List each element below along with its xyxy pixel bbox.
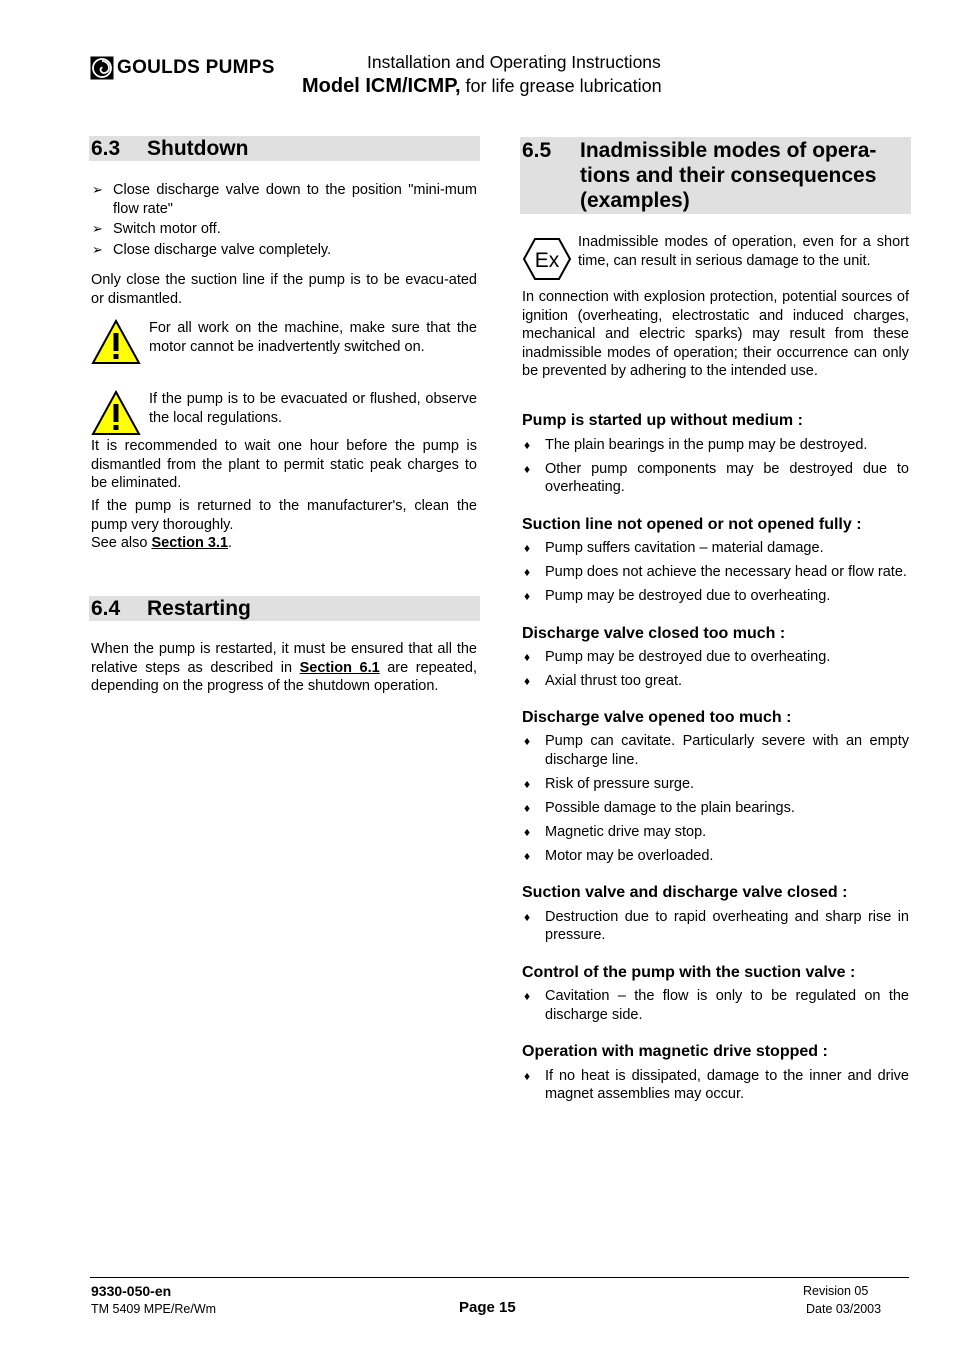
consequence-heading: Suction valve and discharge valve closed : [522, 884, 848, 901]
list-item: ♦ Destruction due to rapid overheating and sharp rise in pressure. [524, 908, 909, 943]
consequence-group [522, 412, 909, 497]
consequence-items [522, 732, 909, 865]
company-logo [90, 56, 275, 80]
document-number: 9330-050-en [91, 1283, 172, 1299]
arrow-bullet-icon: ➢ [92, 221, 103, 236]
diamond-bullet-icon: ♦ [524, 589, 531, 603]
footer-rule [90, 1277, 909, 1278]
diamond-bullet-icon: ♦ [524, 989, 531, 1003]
consequence-items [522, 908, 909, 945]
diamond-bullet-icon: ♦ [524, 650, 531, 664]
warning-notice [91, 319, 477, 369]
diamond-bullet-icon: ♦ [524, 437, 531, 452]
list-item: ♦ Motor may be overloaded. [524, 847, 714, 864]
list-item: ➢ Close discharge valve down to the position "mini-mum flow rate" [92, 182, 477, 217]
shutdown-steps [91, 181, 477, 261]
model-suffix: for life grease lubrication [460, 76, 662, 96]
consequence-heading: Discharge valve opened too much : [522, 708, 792, 726]
diamond-bullet-icon: ♦ [524, 824, 531, 839]
diamond-bullet-icon: ♦ [524, 909, 531, 924]
warning-text: For all work on the machine, make sure that the motor cannot be inadvertently switched on. [149, 320, 477, 355]
section-number: 6.5 [522, 139, 552, 162]
consequence-items [522, 987, 909, 1024]
list-item: ♦ Possible damage to the plain bearings. [524, 799, 795, 816]
list-item: ♦ Pump can cavitate. Particularly severe with an empty discharge line. [524, 733, 909, 768]
list-item: ♦ Pump suffers cavitation – material damage. [524, 540, 824, 556]
section-3-1-link[interactable]: Section 3.1 [151, 535, 229, 551]
arrow-bullet-icon: ➢ [92, 182, 103, 197]
consequence-group [522, 625, 909, 691]
section-title: Inadmissible modes of opera-tions and their consequences (examples) [580, 139, 877, 212]
consequence-list [522, 412, 909, 1104]
tm-reference: TM 5409 MPE/Re/Wm [91, 1302, 217, 1316]
consequence-items [522, 436, 909, 497]
list-item: ♦ Cavitation – the flow is only to be regulated on the discharge side. [524, 988, 909, 1023]
consequence-items [522, 539, 909, 606]
consequence-group [522, 964, 909, 1025]
model-name: Model ICM/ICMP, [302, 75, 461, 97]
consequence-group [522, 1043, 909, 1104]
consequence-group [522, 884, 909, 945]
diamond-bullet-icon: ♦ [524, 734, 531, 748]
paragraph: In connection with explosion protection, potential sources of ignition (overheating, electrostatic and induced charges, mechanical and electric sparks) may result from these inadmissible modes of operation; their occurrence can only be prevented by adhering to the intended use. [522, 289, 909, 379]
see-also: See also Section 3.1. [91, 535, 233, 551]
header-title: Installation and Operating Instructions [367, 52, 661, 72]
list-item: ♦ Other pump components may be destroyed due to overheating. [524, 460, 909, 495]
warning-notice [91, 390, 477, 440]
list-item: ♦ Pump may be destroyed due to overheating. [524, 588, 831, 604]
consequence-group [522, 709, 909, 866]
svg-text:Ex: Ex [534, 249, 560, 272]
section-title: Shutdown [147, 137, 249, 160]
consequence-items [522, 1067, 909, 1104]
consequence-heading: Operation with magnetic drive stopped : [522, 1043, 828, 1060]
logo-text: GOULDS PUMPS [117, 57, 275, 78]
diamond-bullet-icon: ♦ [524, 848, 531, 863]
section-6-3-heading [89, 136, 480, 161]
diamond-bullet-icon: ♦ [524, 1068, 531, 1083]
revision: Revision 05 [803, 1284, 869, 1298]
header-model [302, 75, 662, 98]
section-6-5-heading [520, 137, 911, 214]
goulds-logo-icon [90, 56, 114, 80]
consequence-group [522, 516, 909, 606]
diamond-bullet-icon: ♦ [524, 776, 531, 791]
paragraph: Only close the suction line if the pump is to be evacu-ated or dismantled. [91, 272, 477, 307]
diamond-bullet-icon: ♦ [524, 674, 531, 688]
list-item: ♦ The plain bearings in the pump may be destroyed. [524, 436, 868, 453]
list-item: ♦ Pump may be destroyed due to overheating. [524, 649, 831, 665]
consequence-heading: Control of the pump with the suction valve : [522, 963, 856, 981]
section-6-1-link[interactable]: Section 6.1 [299, 659, 380, 676]
diamond-bullet-icon: ♦ [524, 541, 531, 555]
list-item: ♦ Risk of pressure surge. [524, 775, 695, 792]
section-6-4-heading [89, 596, 480, 621]
warning-text: If the pump is to be evacuated or flushed, observe the local regulations. [149, 391, 477, 426]
list-item: ➢ Switch motor off. [92, 221, 221, 237]
explosion-notice-text: Inadmissible modes of operation, even for a short time, can result in serious damage to the unit. [578, 234, 909, 269]
explosion-notice [522, 233, 909, 285]
paragraph: It is recommended to wait one hour before the pump is dismantled from the plant to permit static peak charges to be eliminated. [91, 438, 477, 491]
warning-triangle-icon [91, 319, 141, 365]
list-item: ♦ Pump does not achieve the necessary head or flow rate. [524, 564, 907, 580]
page-number: Page 15 [459, 1299, 516, 1316]
list-item: ♦ Axial thrust too great. [524, 673, 683, 689]
list-item: ♦ If no heat is dissipated, damage to the inner and drive magnet assemblies may occur. [524, 1067, 909, 1102]
ex-hexagon-icon [522, 237, 572, 281]
diamond-bullet-icon: ♦ [524, 565, 531, 579]
section-title: Restarting [147, 597, 251, 620]
consequence-items [522, 648, 909, 691]
section-number: 6.3 [91, 137, 121, 160]
consequence-heading: Pump is started up without medium : [522, 412, 803, 429]
warning-triangle-icon [91, 390, 141, 436]
consequence-heading: Discharge valve closed too much : [522, 624, 786, 642]
paragraph: When the pump is restarted, it must be ensured that all the relative steps as described in Section 6.1 are repeated, depending on the progress of the shutdown operation. [91, 641, 477, 694]
diamond-bullet-icon: ♦ [524, 461, 531, 476]
diamond-bullet-icon: ♦ [524, 800, 531, 815]
consequence-heading: Suction line not opened or not opened fully : [522, 515, 862, 533]
list-item: ♦ Magnetic drive may stop. [524, 823, 707, 840]
section-number: 6.4 [91, 597, 121, 620]
paragraph: If the pump is returned to the manufacturer's, clean the pump very thoroughly. [91, 498, 477, 533]
date: Date 03/2003 [806, 1302, 882, 1316]
list-item: ➢ Close discharge valve completely. [92, 241, 332, 258]
arrow-bullet-icon: ➢ [92, 241, 103, 257]
